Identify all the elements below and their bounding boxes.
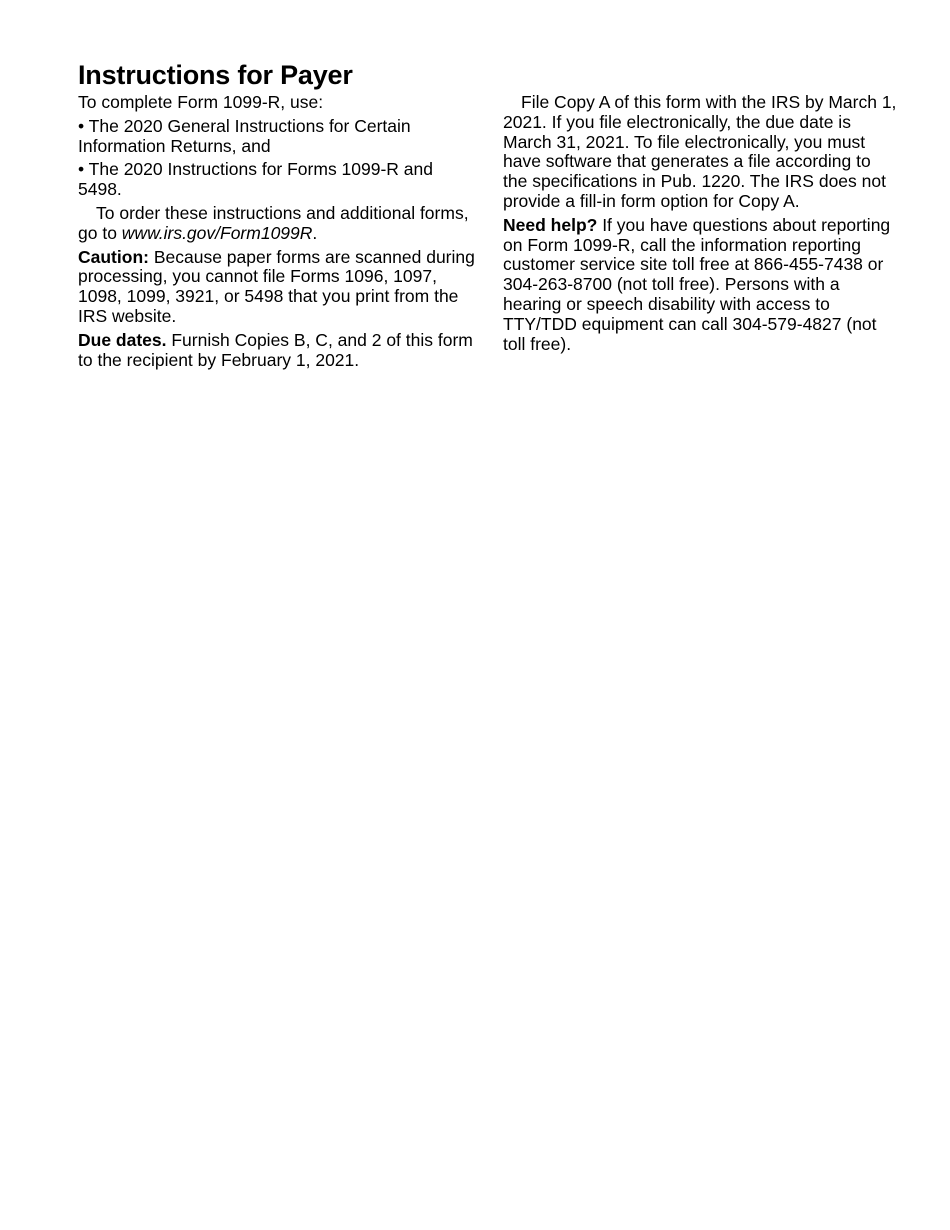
due-dates-paragraph (78, 331, 478, 371)
need-help-label: Need help? (503, 214, 598, 235)
due-dates-text: Furnish Copies B, C, and 2 of this form to the recipient by February 1, 2021. (78, 329, 473, 370)
order-end: . (312, 222, 318, 243)
need-help-text: If you have questions about reporting on Form 1099-R, call the information reporting customer service site toll free at 866-455-7438 or 304-263-8700 (not toll free). Persons with a hearing or speech disability with access to TTY/TDD equipment can call 304-579-4827 (not toll free). (503, 214, 891, 354)
need-help-paragraph (503, 216, 898, 355)
page-title: Instructions for Payer (78, 60, 353, 90)
irs-website-link[interactable]: www.irs.gov/Form1099R (121, 222, 313, 243)
order-paragraph (78, 204, 478, 244)
order-text: To order these instructions and additional forms, go to (78, 202, 469, 243)
intro-paragraph: To complete Form 1099-R, use: (78, 92, 324, 112)
due-dates-label: Due dates. (78, 329, 167, 350)
bullet-form-instructions: • The 2020 Instructions for Forms 1099-R and 5498. (78, 159, 434, 200)
caution-paragraph (78, 248, 478, 327)
caution-text: Because paper forms are scanned during processing, you cannot file Forms 1096, 1097, 1098, 1099, 3921, or 5498 that you print from the IRS website. (78, 246, 475, 326)
file-copy-paragraph: File Copy A of this form with the IRS by March 1, 2021. If you file electronically, the due date is March 31, 2021. To file electronically, you must have software that generates a file according to the specifications in Pub. 1220. The IRS does not provide a fill-in form option for Copy A. (503, 92, 897, 211)
caution-label: Caution: (78, 246, 149, 267)
left-column (78, 93, 478, 374)
right-column (503, 93, 898, 358)
bullet-general-instructions: • The 2020 General Instructions for Certain Information Returns, and (78, 115, 411, 156)
